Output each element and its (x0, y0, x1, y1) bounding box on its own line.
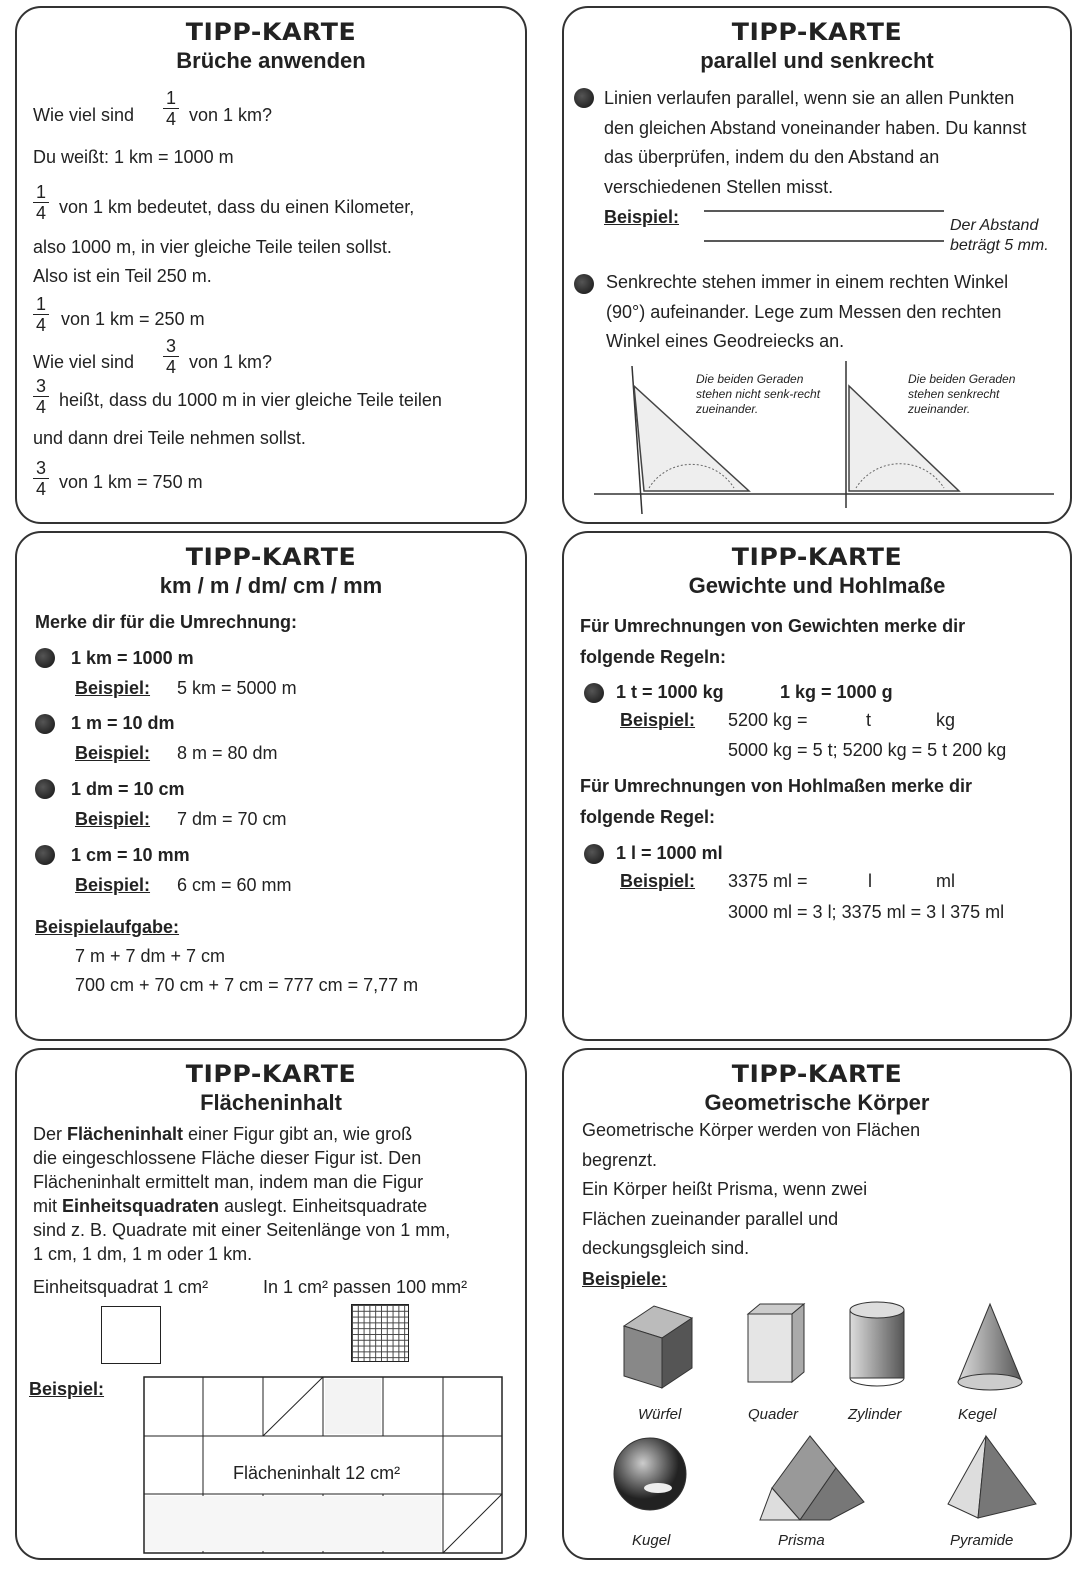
bullet-icon (35, 648, 55, 668)
cuboid-icon (748, 1304, 804, 1382)
rule-text: 1 cm = 10 mm (71, 845, 190, 865)
rule-text: 1 l = 1000 ml (616, 843, 723, 863)
beispiel-label: Beispiel: (620, 710, 696, 730)
text-line: Wie viel sind (33, 105, 135, 125)
fraction: $\frac{1}{4}$ (163, 88, 179, 129)
bullet-icon (35, 714, 55, 734)
card-title: Flächeninhalt (200, 1090, 342, 1115)
text-line: folgende Regel: (580, 807, 716, 827)
text-line: von 1 km bedeutet, dass du einen Kilometer, (59, 197, 415, 217)
beispiel-label: Beispiel: (29, 1379, 105, 1399)
text-line: Für Umrechnungen von Hohlmaßen merke dir (580, 776, 973, 796)
paragraph: Linien verlaufen parallel, wenn sie an allen Punkten den gleichen Abstand voneinander haben. Du kannst das überprüfen, indem du den Abstand an verschiedenen Stellen misst. (604, 88, 1027, 197)
pyramid-icon (948, 1436, 1036, 1518)
shape-label: Quader (748, 1406, 799, 1423)
parallel-lines (704, 208, 954, 248)
card-header: TIPP-KARTE (185, 18, 357, 46)
example-text: 3000 ml = 3 l; 3375 ml = 3 l 375 ml (728, 902, 1005, 922)
rule-text: 1 t = 1000 kg (616, 682, 724, 702)
example-text: 8 m = 80 dm (177, 743, 278, 763)
beispiel-label: Beispiel: (75, 678, 151, 698)
text-line: Also ist ein Teil 250 m. (33, 266, 212, 286)
text-line: folgende Regeln: (580, 647, 727, 667)
card-title: Brüche anwenden (176, 48, 366, 73)
bullet-icon (584, 844, 604, 864)
aufgabe-line: 700 cm + 70 cm + 7 cm = 777 cm = 7,77 m (75, 975, 419, 995)
text-line: und dann drei Teile nehmen sollst. (33, 428, 306, 448)
abstand-caption: Der Abstand (950, 217, 1039, 234)
shape-label: Kugel (632, 1532, 671, 1549)
shape-label: Zylinder (848, 1406, 902, 1423)
fraction: $\frac{3}{4}$ (33, 376, 49, 417)
rule-text: 1 km = 1000 m (71, 648, 194, 668)
example-text: 5200 kg = (728, 710, 808, 730)
card-header: TIPP-KARTE (731, 1060, 903, 1088)
card-title: km / m / dm/ cm / mm (159, 573, 383, 598)
example-text: kg (936, 710, 956, 730)
fraction: $\frac{3}{4}$ (163, 336, 179, 377)
fraction: $\frac{1}{4}$ (33, 182, 49, 223)
text-line: von 1 km = 750 m (59, 472, 203, 492)
rule-text: 1 dm = 10 cm (71, 779, 185, 799)
example-text: t (866, 710, 872, 730)
paragraph: Geometrische Körper werden von Flächen begrenzt. Ein Körper heißt Prisma, wenn zwei Flächen zueinander parallel und deckungsgleich sind. (582, 1120, 921, 1258)
figure-caption: Die beiden Geraden stehen senkrecht zueinander. (908, 372, 1016, 416)
cylinder-icon (850, 1302, 904, 1386)
bullet-icon (584, 683, 604, 703)
text-line: Wie viel sind (33, 352, 135, 372)
beispiel-label: Beispiel: (620, 871, 696, 891)
card-parallel (562, 6, 1072, 524)
example-text: ml (936, 871, 955, 891)
unit-square-label: Einheitsquadrat 1 cm² (33, 1277, 209, 1297)
example-text: 5000 kg = 5 t; 5200 kg = 5 t 200 kg (728, 740, 1007, 760)
card-title: Gewichte und Hohlmaße (688, 573, 946, 598)
card-title: parallel und senkrecht (700, 48, 934, 73)
rule-text: 1 kg = 1000 g (780, 682, 893, 702)
aufgabe-line: 7 m + 7 dm + 7 cm (75, 946, 226, 966)
example-text: 5 km = 5000 m (177, 678, 297, 698)
text-line: von 1 km? (189, 105, 273, 125)
example-text: 7 dm = 70 cm (177, 809, 287, 829)
shape-label: Pyramide (950, 1532, 1014, 1549)
text-line: Für Umrechnungen von Gewichten merke dir (580, 616, 966, 636)
text-line: von 1 km? (189, 352, 273, 372)
card-header: TIPP-KARTE (185, 543, 357, 571)
shape-label: Würfel (638, 1406, 682, 1423)
beispiel-label: Beispiel: (75, 875, 151, 895)
cone-icon (958, 1304, 1022, 1390)
bullet-icon (35, 779, 55, 799)
sphere-icon (614, 1438, 686, 1510)
fraction: $\frac{3}{4}$ (33, 458, 49, 499)
card-header: TIPP-KARTE (185, 1060, 357, 1088)
bullet-icon (574, 88, 594, 108)
paragraph: Der Flächeninhalt einer Figur gibt an, wie groß die eingeschlossene Fläche dieser Figur ist. Den Flächeninhalt ermittelt man, indem man die Figur mit Einheitsquadraten auslegt. Einheitsquadrate sind z. B. Quadrate mit einer Seitenlänge von 1 mm, 1 cm, 1 dm, 1 m oder 1 km. (33, 1124, 451, 1264)
bullet-icon (574, 274, 594, 294)
beispiel-label: Beispiel: (604, 207, 680, 227)
beispiele-label: Beispiele: (582, 1269, 668, 1289)
grid-label: In 1 cm² passen 100 mm² (263, 1277, 468, 1297)
card-title: Geometrische Körper (704, 1090, 930, 1115)
fraction: $\frac{1}{4}$ (33, 294, 49, 335)
card-flaecheninhalt (15, 1048, 527, 1560)
shape-label: Prisma (778, 1532, 825, 1549)
text-line: heißt, dass du 1000 m in vier gleiche Teile teilen (59, 390, 442, 410)
example-text: l (868, 871, 872, 891)
text-line: von 1 km = 250 m (61, 309, 205, 329)
card-brueche (15, 6, 527, 524)
text-line: Du weißt: 1 km = 1000 m (33, 147, 234, 167)
beispiel-label: Beispiel: (75, 809, 151, 829)
merke-heading: Merke dir für die Umrechnung: (35, 612, 298, 632)
cube-icon (624, 1306, 692, 1388)
card-gewichte (562, 531, 1072, 1041)
card-header: TIPP-KARTE (731, 18, 903, 46)
aufgabe-heading: Beispielaufgabe: (35, 917, 180, 937)
example-text: 3375 ml = (728, 871, 808, 891)
area-label: Flächeninhalt 12 cm² (233, 1463, 401, 1483)
paragraph: Senkrechte stehen immer in einem rechten Winkel (90°) aufeinander. Lege zum Messen den rechten Winkel eines Geodreiecks an. (606, 272, 1009, 351)
prism-icon (760, 1436, 864, 1520)
shape-label: Kegel (958, 1406, 997, 1423)
rule-text: 1 m = 10 dm (71, 713, 175, 733)
abstand-caption: beträgt 5 mm. (950, 237, 1049, 254)
figure-caption: Die beiden Geraden stehen nicht senk-recht zueinander. (696, 372, 821, 416)
mm-grid (351, 1304, 409, 1362)
card-header: TIPP-KARTE (731, 543, 903, 571)
card-koerper (562, 1048, 1072, 1560)
bullet-icon (35, 845, 55, 865)
beispiel-label: Beispiel: (75, 743, 151, 763)
example-text: 6 cm = 60 mm (177, 875, 292, 895)
card-laengen (15, 531, 527, 1041)
unit-square (101, 1306, 161, 1364)
text-line: also 1000 m, in vier gleiche Teile teilen sollst. (33, 237, 392, 257)
